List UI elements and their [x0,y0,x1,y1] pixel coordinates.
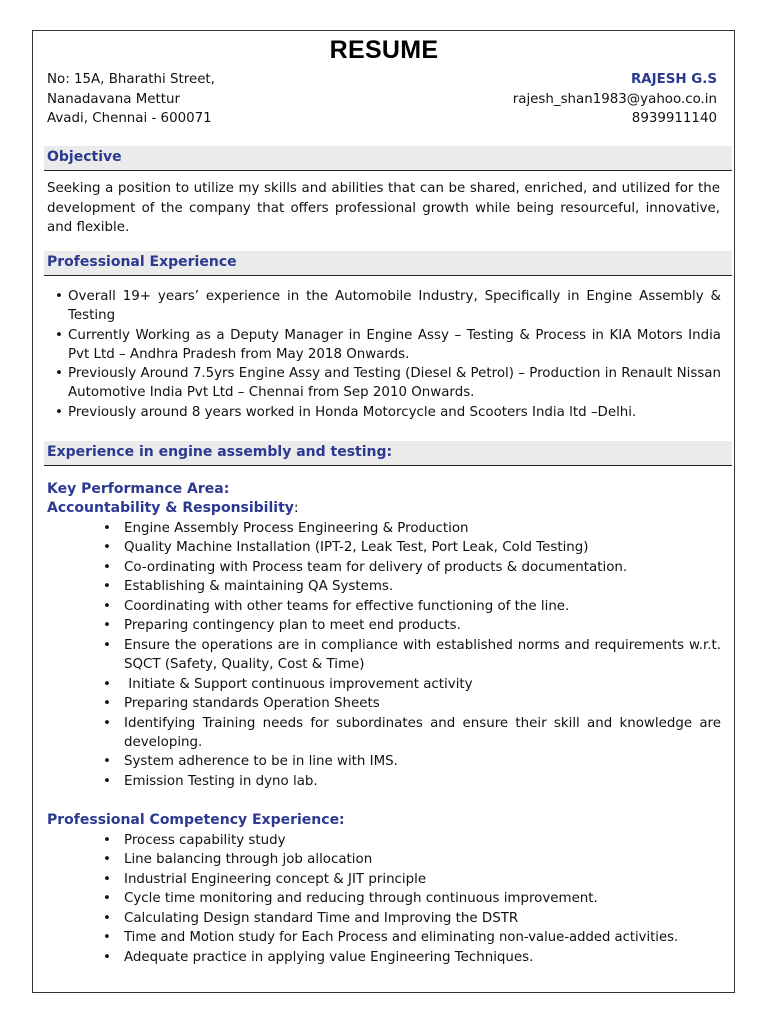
bullet-icon: • [103,559,111,575]
list-item: • Preparing standards Operation Sheets [103,694,721,713]
competency-heading: Professional Competency Experience: [47,812,345,828]
engine-experience-section-header [44,441,732,466]
list-item: • Previously around 8 years worked in Honda Motorcycle and Scooters India ltd –Delhi. [55,403,721,422]
list-item: • Cycle time monitoring and reducing through continuous improvement. [103,889,721,908]
bullet-icon: • [103,833,111,848]
list-item: • Previously Around 7.5yrs Engine Assy and Testing (Diesel & Petrol) – Production in Renault Nissan Automotive India Pvt Ltd – Chennai from Sep 2010 Onwards. [55,366,721,401]
bullet-icon: • [103,852,111,868]
engine-experience-heading: Experience in engine assembly and testing: [47,444,393,460]
bullet-icon: • [103,521,111,536]
list-item: • Preparing contingency plan to meet end products. [103,616,721,635]
list-item: • Industrial Engineering concept & JIT principle [103,870,721,889]
list-item: • Engine Assembly Process Engineering & Production [103,519,721,538]
bullet-icon: • [103,540,111,556]
list-item: • System adherence to be in line with IMS. [103,752,721,771]
accountability-heading: Accountability & Responsibility: [47,500,299,516]
accountability-list [103,519,721,791]
address-line-1: No: 15A, Bharathi Street, [47,72,215,87]
document-title: RESUME [329,36,439,64]
bullet-icon: • [103,676,111,692]
list-item: • Emission Testing in dyno lab. [103,772,721,791]
list-item: • Process capability study [103,831,721,850]
list-item: • Identifying Training needs for subordinates and ensure their skill and knowledge are developing. [103,715,721,750]
list-item: • Currently Working as a Deputy Manager in Engine Assy – Testing & Process in KIA Motors India Pvt Ltd – Andhra Pradesh from May 2018 Onwards. [55,327,721,362]
competency-list [103,831,721,967]
accountability-colon: : [293,500,299,516]
professional-experience-section-header [44,251,732,276]
bullet-icon: • [103,871,111,887]
list-item: • Calculating Design standard Time and Improving the DSTR [103,909,721,928]
address-line-2: Nanadavana Mettur [47,91,180,107]
bullet-icon: • [55,327,63,343]
contact-block [513,70,717,129]
bullet-icon: • [103,715,111,731]
list-item: • Time and Motion study for Each Process and eliminating non-value-added activities. [103,928,721,947]
list-item: • Line balancing through job allocation [103,850,721,869]
list-item: • Adequate practice in applying value Engineering Techniques. [103,948,721,967]
phone-text: 8939911140 [631,111,717,126]
objective-section-header [44,146,732,171]
bullet-icon: • [103,579,111,595]
professional-experience-heading: Professional Experience [47,254,237,270]
list-item: • Overall 19+ years’ experience in the Automobile Industry, Specifically in Engine Assembly & Testing [55,289,721,324]
bullet-icon: • [103,773,111,789]
bullet-icon: • [103,930,111,946]
professional-experience-list [55,287,721,422]
bullet-icon: • [103,618,111,634]
objective-heading: Objective [47,149,122,165]
list-item: • Initiate & Support continuous improvement activity [103,675,721,694]
list-item: • Establishing & maintaining QA Systems. [103,577,721,596]
list-item: • Quality Machine Installation (IPT-2, Leak Test, Port Leak, Cold Testing) [103,538,721,557]
bullet-icon: • [103,696,111,712]
bullet-icon: • [55,404,63,420]
address-line-3: Avadi, Chennai - 600071 [47,111,212,126]
bullet-icon: • [103,949,111,965]
list-item: • Ensure the operations are in compliance with established norms and requirements w.r.t. SQCT (Safety, Quality, Cost & Time) [103,637,721,673]
address-block [47,70,215,129]
bullet-icon: • [103,891,111,907]
list-item: • Coordinating with other teams for effective functioning of the line. [103,597,721,616]
list-item: • Co-ordinating with Process team for delivery of products & documentation. [103,558,721,577]
objective-text: Seeking a position to utilize my skills and abilities that can be shared, enriched, and utilized for the development of the company that offers professional growth while being resourceful, innovative, and flexible. [47,181,720,235]
candidate-name: RAJESH G.S [630,72,717,87]
bullet-icon: • [103,598,111,614]
bullet-icon: • [55,366,63,382]
bullet-icon: • [103,754,111,770]
bullet-icon: • [103,637,111,653]
bullet-icon: • [55,289,63,304]
bullet-icon: • [103,910,111,926]
kpa-heading: Key Performance Area: [47,481,230,497]
email-text: rajesh_shan1983@yahoo.co.in [512,91,717,107]
